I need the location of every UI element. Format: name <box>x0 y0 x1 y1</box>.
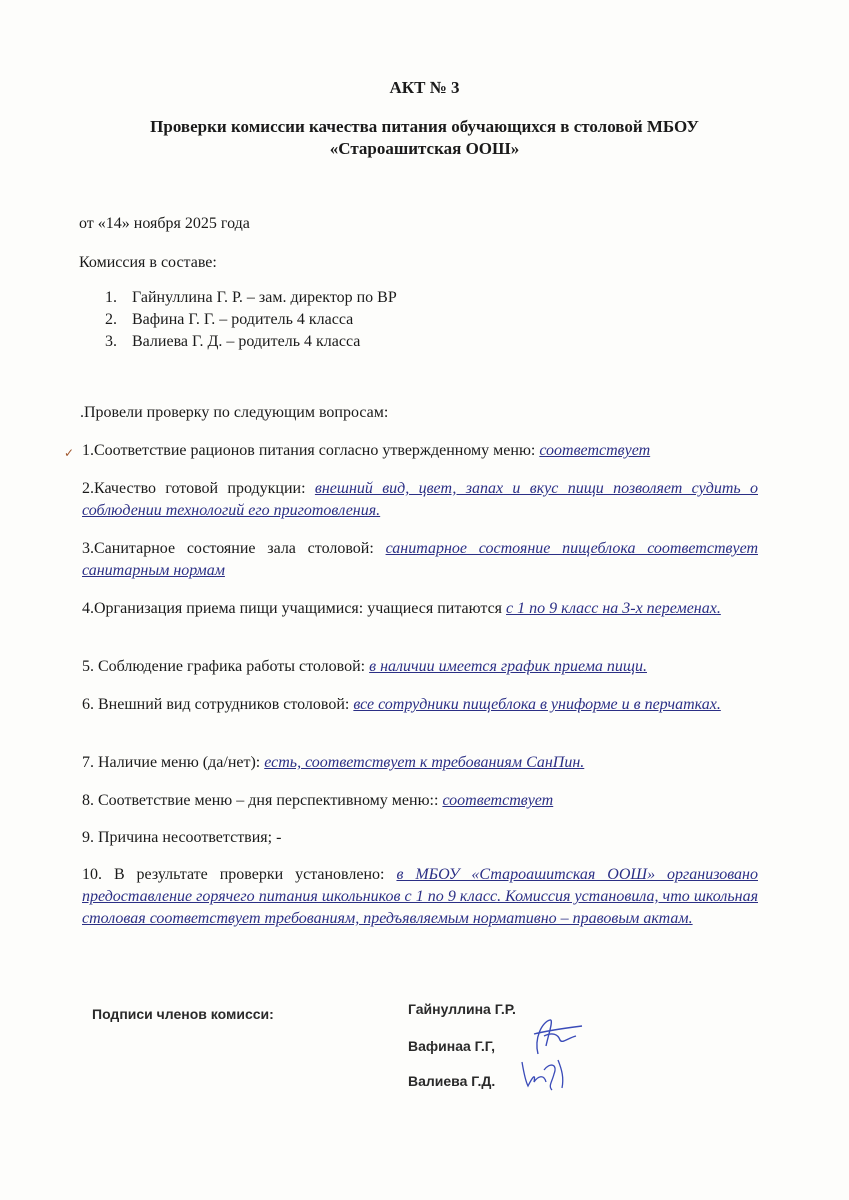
member-item: 1. Гайнуллина Г. Р. – зам. директор по ВР <box>105 289 397 306</box>
check-item-9: 9. Причина несоответствия; - <box>82 829 282 846</box>
act-title: АКТ № 3 <box>389 78 460 97</box>
check-item-7: 7. Наличие меню (да/нет): есть, соответствует к требованиям СанПин. <box>82 754 585 771</box>
check-item-2: 2.Качество готовой продукции: внешний вид, цвет, запах и вкус пищи позволяет судить о соблюдении технологий его приготовления. <box>82 480 758 519</box>
members-list <box>105 287 397 353</box>
check-mark-icon: ✓ <box>64 446 75 460</box>
check-item-4: 4.Организация приема пищи учащимися: учащиеся питаются с 1 по 9 класс на 3-х переменах. <box>82 600 721 617</box>
act-date: от «14» ноября 2025 года <box>79 215 250 232</box>
subtitle-line-1: Проверки комиссии качества питания обучающихся в столовой МБОУ <box>150 117 699 136</box>
check-item-10: 10. В результате проверки установлено: в МБОУ «Староашитская ООШ» организовано предоставление горячего питания школьников с 1 по 9 класс. Комиссия установила, что школьная столовая соответствует требованиям, предъявляемым нормативно – правовым актам. <box>82 866 758 927</box>
check-item-3: 3.Санитарное состояние зала столовой: санитарное состояние пищеблока соответствует санитарным нормам <box>82 540 759 579</box>
signer-name: Вафинаа Г.Г, <box>408 1038 495 1054</box>
signer-name: Валиева Г.Д. <box>408 1073 496 1089</box>
check-item-8: 8. Соответствие меню – дня перспективному меню:: соответствует <box>82 792 554 809</box>
signer-name: Гайнуллина Г.Р. <box>408 1001 516 1017</box>
check-item-1: 1.Соответствие рационов питания согласно утвержденному меню: соответствует <box>82 442 651 459</box>
intro-text: .Провели проверку по следующим вопросам: <box>80 404 389 421</box>
signature-image <box>514 1052 580 1092</box>
check-item-5: 5. Соблюдение графика работы столовой: в наличии имеется график приема пищи. <box>82 658 647 675</box>
check-item-6: 6. Внешний вид сотрудников столовой: все сотрудники пищеблока в униформе и в перчатках. <box>82 696 721 713</box>
subtitle-line-2: «Староашитская ООШ» <box>329 139 520 158</box>
commission-label: Комиссия в составе: <box>79 254 217 271</box>
member-item: 2. Вафина Г. Г. – родитель 4 класса <box>105 311 354 328</box>
signatures-label: Подписи членов комисси: <box>92 1006 274 1022</box>
act-subtitle <box>100 116 749 160</box>
member-item: 3. Валиева Г. Д. – родитель 4 класса <box>105 333 361 350</box>
